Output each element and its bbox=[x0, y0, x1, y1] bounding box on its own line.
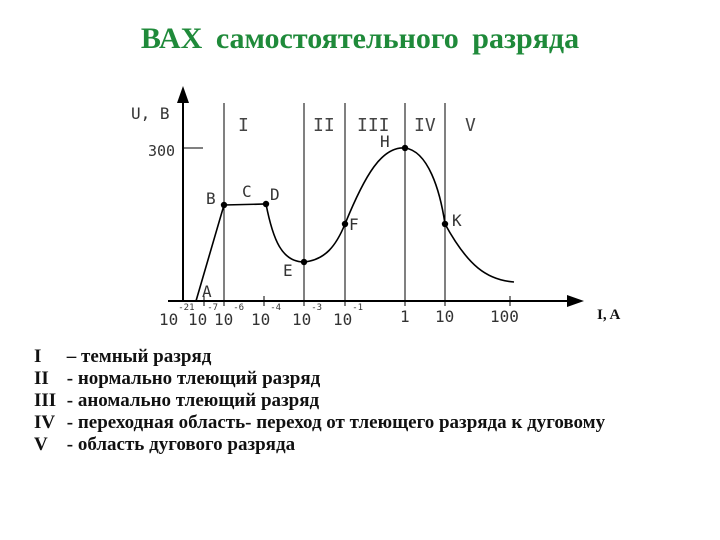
region-label-4: IV bbox=[414, 115, 436, 136]
legend-numeral: I bbox=[34, 346, 42, 367]
point-label-h: H bbox=[380, 132, 390, 151]
region-label-2: II bbox=[313, 115, 335, 136]
y-tick-label: 300 bbox=[148, 142, 176, 160]
point-k bbox=[442, 221, 448, 227]
x-tick-label: $10^{-1}$ bbox=[333, 303, 364, 329]
region-label-5: V bbox=[465, 115, 476, 136]
x-axis-label: I, A bbox=[597, 307, 621, 323]
legend-text: – темный разряд bbox=[66, 346, 212, 367]
legend-numeral: II bbox=[34, 368, 49, 389]
legend-numeral: IV bbox=[34, 412, 56, 433]
region-label-1: I bbox=[238, 115, 249, 136]
x-tick-labels bbox=[159, 303, 519, 329]
legend-item bbox=[34, 434, 696, 456]
point-label-k: K bbox=[452, 211, 462, 230]
legend-item bbox=[34, 390, 696, 412]
point-label-b: B bbox=[206, 189, 216, 208]
point-label-a: A bbox=[202, 282, 212, 301]
x-tick-label: 10 bbox=[435, 307, 455, 326]
point-label-e: E bbox=[283, 261, 293, 280]
point-d bbox=[263, 201, 269, 207]
y-axis-arrow bbox=[177, 86, 189, 103]
x-tick-label: 100 bbox=[490, 307, 519, 326]
point-label-f: F bbox=[349, 215, 359, 234]
legend-numeral: V bbox=[34, 434, 48, 455]
legend-item bbox=[34, 346, 696, 368]
point-b bbox=[221, 202, 227, 208]
x-axis-arrow bbox=[567, 295, 584, 307]
x-tick-label: 1 bbox=[400, 307, 410, 326]
legend-text: - область дугового разряда bbox=[66, 434, 296, 455]
legend-text: - нормально тлеющий разряд bbox=[66, 368, 321, 389]
point-e bbox=[301, 259, 307, 265]
point-label-c: C bbox=[242, 182, 252, 201]
region-labels bbox=[238, 115, 476, 136]
x-tick-label: $10^{-7}$ bbox=[188, 303, 219, 329]
region-label-3: III bbox=[357, 115, 390, 136]
x-tick-label: $10^{-3}$ bbox=[292, 303, 323, 329]
point-labels bbox=[202, 132, 462, 301]
y-axis-label: U, B bbox=[131, 104, 170, 123]
x-tick-label: $10^{-4}$ bbox=[251, 303, 282, 329]
legend-text: - переходная область- переход от тлеющего разряда к дуговому bbox=[66, 412, 606, 433]
point-f bbox=[342, 221, 348, 227]
region-legend bbox=[34, 346, 696, 456]
x-tick-label: $10^{-6}$ bbox=[214, 303, 245, 329]
page-title: ВАХ самостоятельного разряда bbox=[140, 22, 580, 55]
x-tick-label: $10^{-21}$ bbox=[159, 303, 195, 329]
legend-item bbox=[34, 412, 696, 434]
legend-item bbox=[34, 368, 696, 390]
legend-text: - аномально тлеющий разряд bbox=[66, 390, 320, 411]
legend-numeral: III bbox=[34, 390, 57, 411]
point-h bbox=[402, 145, 408, 151]
point-label-d: D bbox=[270, 185, 280, 204]
